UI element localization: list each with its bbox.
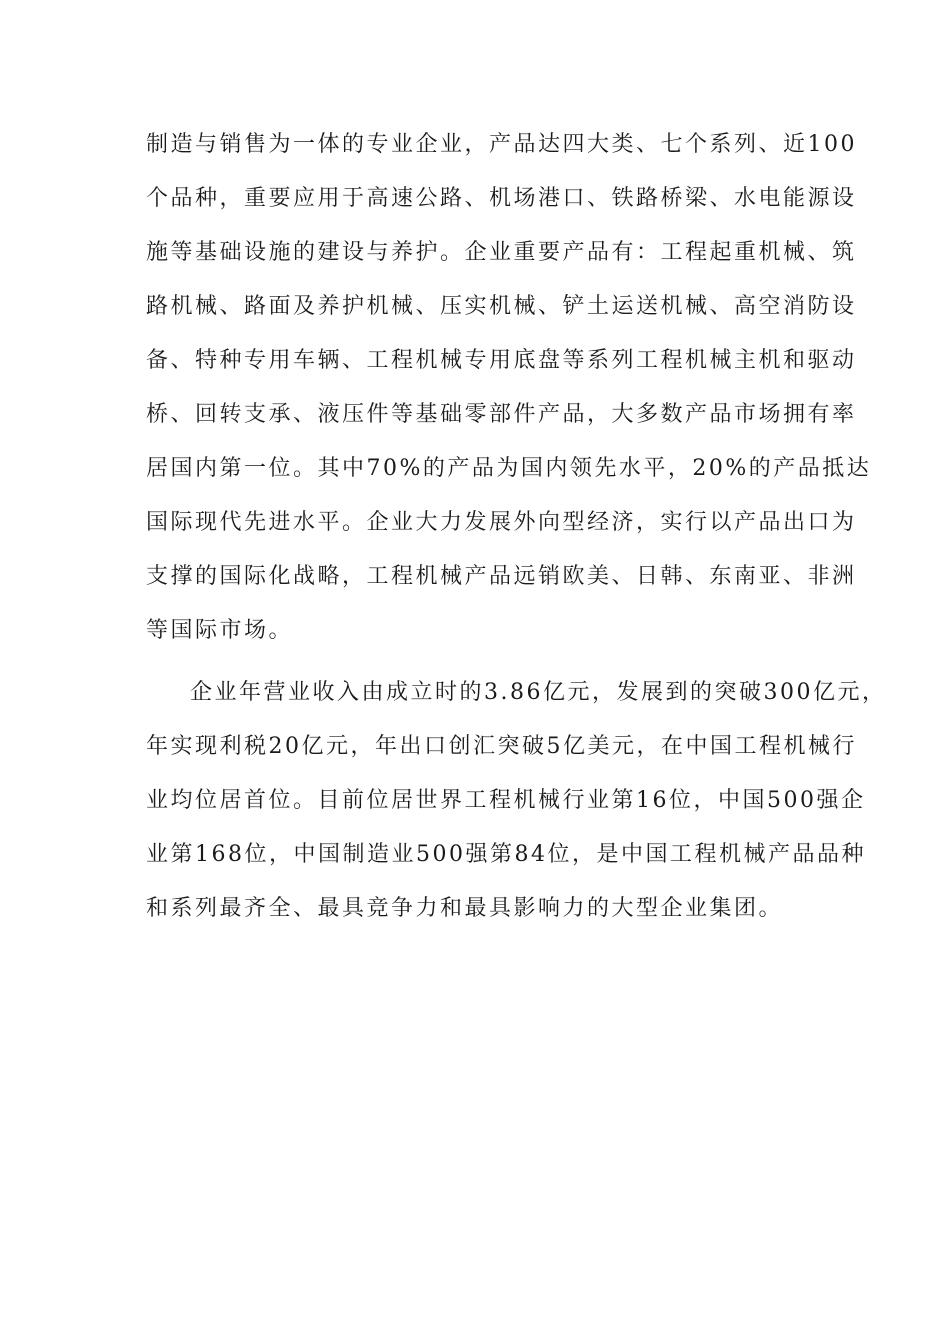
paragraph-line: 业第168位，中国制造业500强第84位，是中国工程机械产品品种 bbox=[146, 842, 866, 867]
paragraph-line: 个品种，重要应用于高速公路、机场港口、铁路桥梁、水电能源设 bbox=[146, 186, 857, 211]
paragraph-1 bbox=[146, 118, 872, 658]
paragraph-line: 路机械、路面及养护机械、压实机械、铲土运送机械、高空消防设 bbox=[146, 294, 857, 319]
paragraph-line: 企业年营业收入由成立时的3.86亿元，发展到的突破300亿元， bbox=[190, 680, 887, 705]
paragraph-line: 施等基础设施的建设与养护。企业重要产品有：工程起重机械、筑 bbox=[146, 240, 857, 265]
paragraph-line: 国际现代先进水平。企业大力发展外向型经济，实行以产品出口为 bbox=[146, 510, 857, 535]
paragraph-2 bbox=[146, 666, 887, 936]
paragraph-line: 桥、回转支承、液压件等基础零部件产品，大多数产品市场拥有率 bbox=[146, 402, 857, 427]
paragraph-line: 备、特种专用车辆、工程机械专用底盘等系列工程机械主机和驱动 bbox=[146, 348, 857, 373]
paragraph-line: 制造与销售为一体的专业企业，产品达四大类、七个系列、近100 bbox=[146, 132, 857, 157]
paragraph-line: 业均位居首位。目前位居世界工程机械行业第16位，中国500强企 bbox=[146, 788, 866, 813]
paragraph-line: 等国际市场。 bbox=[146, 618, 294, 643]
paragraph-line: 居国内第一位。其中70%的产品为国内领先水平，20%的产品抵达 bbox=[146, 456, 872, 481]
document-body bbox=[146, 118, 887, 936]
paragraph-line: 支撑的国际化战略，工程机械产品远销欧美、日韩、东南亚、非洲 bbox=[146, 564, 857, 589]
paragraph-line: 年实现利税20亿元，年出口创汇突破5亿美元，在中国工程机械行 bbox=[146, 734, 857, 759]
paragraph-line: 和系列最齐全、最具竞争力和最具影响力的大型企业集团。 bbox=[146, 896, 784, 921]
paragraph-spacer bbox=[146, 658, 816, 666]
